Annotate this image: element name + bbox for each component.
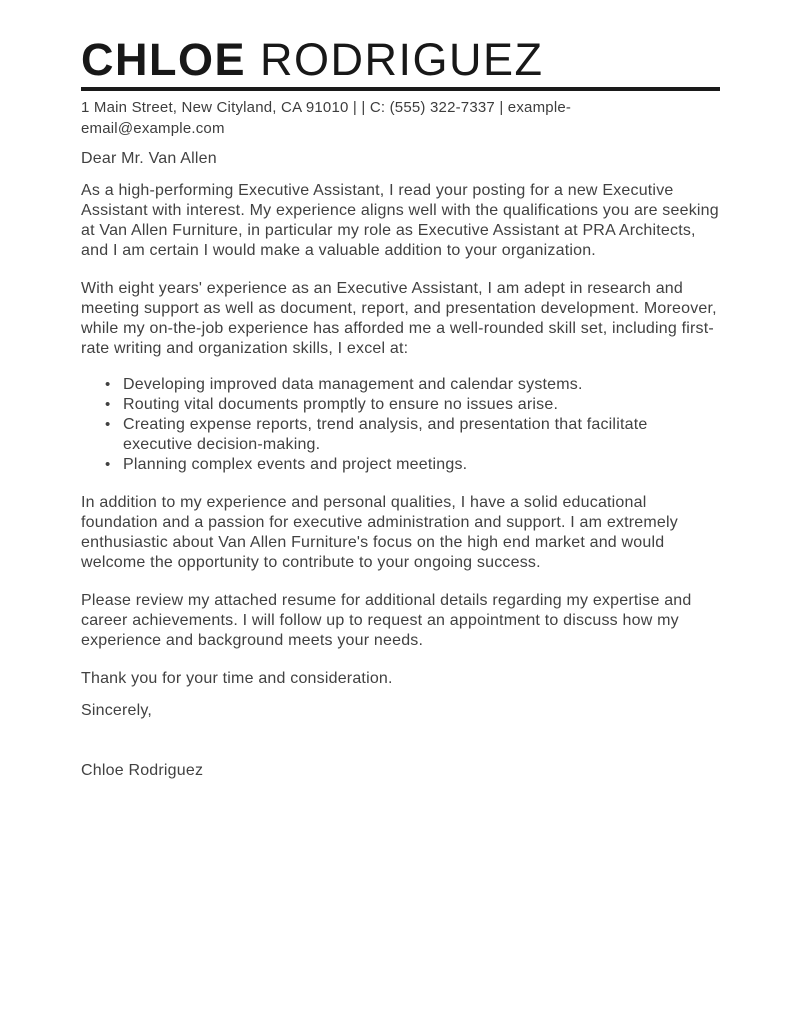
header-divider [81,87,720,91]
candidate-last-name: RODRIGUEZ [260,34,544,85]
letter-body [81,149,720,781]
paragraph-experience: With eight years' experience as an Executive Assistant, I am adept in research and meeting support as well as document, report, and presentation development. Moreover, while my on-the-job experience has afforded me a well-rounded skill set, including first-rate writing and organization skills, I excel at: [81,280,717,357]
candidate-first-name: CHLOE [81,34,246,85]
skills-list-item: • Creating expense reports, trend analysis, and presentation that facilitate executive decision-making. [123,415,720,455]
paragraph-intro: As a high-performing Executive Assistant, I read your posting for a new Executive Assistant with interest. My experience aligns well with the qualifications you are seeking at Van Allen Furniture, in particular my role as Executive Assistant at PRA Architects, and I am certain I would make a valuable addition to your organization. [81,182,719,259]
skills-list-item: • Developing improved data management and calendar systems. [123,375,720,395]
paragraph-education: In addition to my experience and personal qualities, I have a solid educational foundation and a passion for executive administration and support. I am extremely enthusiastic about Van Allen Furniture's focus on the high end market and would welcome the opportunity to contribute to your ongoing success. [81,494,678,571]
name-space [246,34,260,85]
skills-list-item: • Routing vital documents promptly to ensure no issues arise. [123,395,720,415]
skills-list-item: • Planning complex events and project meetings. [123,455,720,475]
closing-line: Sincerely, [81,702,153,719]
letter-header [81,34,720,139]
thank-you-line: Thank you for your time and consideration. [81,670,393,687]
skills-list [81,375,720,475]
contact-line-1: 1 Main Street, New Cityland, CA 91010 | | C: (555) 322-7337 | example- [81,99,572,116]
contact-line-2: email@example.com [81,120,225,137]
signature-name: Chloe Rodriguez [81,762,204,779]
contact-info [81,97,720,139]
paragraph-followup: Please review my attached resume for additional details regarding my expertise and career achievements. I will follow up to request an appointment to discuss how my experience and background meets your needs. [81,592,692,649]
candidate-name [81,34,720,85]
greeting: Dear Mr. Van Allen [81,150,217,167]
